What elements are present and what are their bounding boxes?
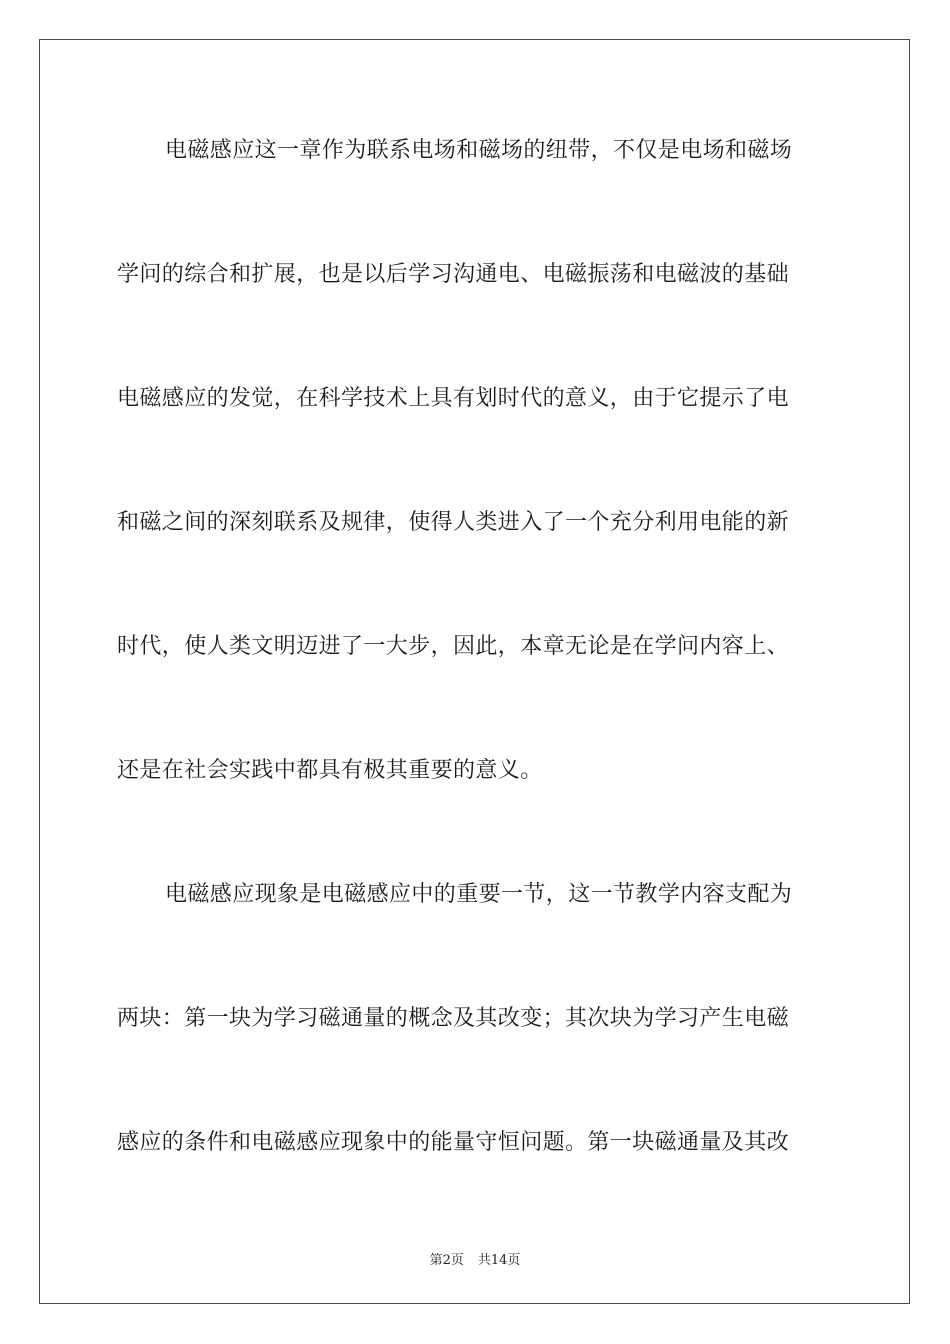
page-number: 第2页 xyxy=(429,1253,464,1268)
paragraph-1-line-2: 学问的综合和扩展，也是以后学习沟通电、电磁振荡和电磁波的基础 xyxy=(117,262,790,287)
paragraph-2-line-3: 感应的条件和电磁感应现象中的能量守恒问题。第一块磁通量及其改 xyxy=(117,1130,790,1155)
page-border xyxy=(39,39,910,1304)
paragraph-2-line-1: 电磁感应现象是电磁感应中的重要一节，这一节教学内容支配为 xyxy=(165,882,793,907)
page-footer xyxy=(0,1249,950,1268)
paragraph-1-line-4: 和磁之间的深刻联系及规律，使得人类进入了一个充分利用电能的新 xyxy=(117,510,790,535)
paragraph-1-line-5: 时代，使人类文明迈进了一大步，因此，本章无论是在学问内容上、 xyxy=(117,634,790,659)
paragraph-1-line-6: 还是在社会实践中都具有极其重要的意义。 xyxy=(117,758,543,783)
paragraph-1-line-3: 电磁感应的发觉，在科学技术上具有划时代的意义，由于它提示了电 xyxy=(117,386,790,411)
paragraph-1-line-1: 电磁感应这一章作为联系电场和磁场的纽带，不仅是电场和磁场 xyxy=(165,138,793,163)
page-total: 共14页 xyxy=(477,1253,521,1268)
paragraph-2-line-2: 两块：第一块为学习磁通量的概念及其改变；其次块为学习产生电磁 xyxy=(117,1006,790,1031)
